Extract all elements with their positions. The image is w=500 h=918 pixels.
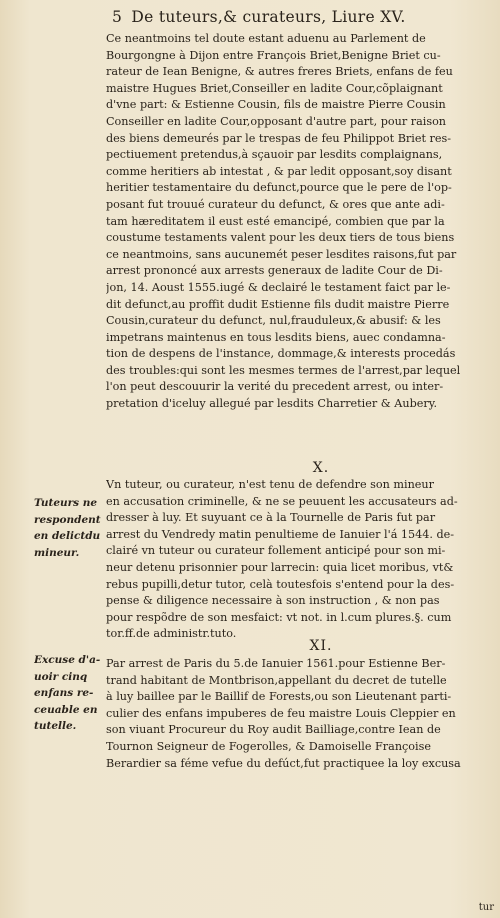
margin-note-line: Excuse d'a- xyxy=(34,654,101,666)
text-line: Conseiller en ladite Cour,opposant d'autre part, pour raison xyxy=(106,114,447,128)
running-title: De tuteurs,& curateurs, Liure XV. xyxy=(131,8,406,26)
text-line: pretation d'iceluy allegué par lesdits Charretier & Aubery. xyxy=(106,397,438,411)
paragraph-1 xyxy=(106,31,496,413)
margin-note-line: respondent xyxy=(34,513,101,526)
margin-note-line: en delictdu xyxy=(34,530,101,543)
text-line: l'on peut descouurir la verité du precedent arrest, ou inter- xyxy=(106,380,444,394)
text-line: Berardier sa féme vefue du defúct,fut practiquee la loy excusa xyxy=(106,756,461,770)
catchword: tur xyxy=(478,902,494,913)
text-line: coustume testaments valent pour les deux tiers de tous biens xyxy=(106,231,455,245)
text-line: d'vne part: & Estienne Cousin, fils de maistre Pierre Cousin xyxy=(106,98,446,112)
text-line: à luy baillee par le Baillif de Forests,ou son Lieutenant parti- xyxy=(106,690,452,704)
text-line: en accusation criminelle, & ne se peuuent les accusateurs ad- xyxy=(106,494,458,508)
margin-note-line: enfans re- xyxy=(34,687,94,700)
text-line: comme heritiers ab intestat , & par ledit opposant,soy disant xyxy=(106,164,452,178)
section-xi-text xyxy=(106,656,496,772)
margin-note-section-x xyxy=(34,495,102,561)
text-line: Ce neantmoins tel doute estant aduenu au Parlement de xyxy=(106,32,426,45)
text-line: des troubles:qui sont les mesmes termes de l'arrest,par lequel xyxy=(106,363,461,377)
text-line: Cousin,curateur du defunct, nul,frauduleux,& abusif: & les xyxy=(106,314,441,328)
running-header xyxy=(112,8,498,26)
text-line: jon, 14. Aoust 1555.iugé & declairé le testament faict par le- xyxy=(106,280,451,294)
text-line: des biens demeurés par le trespas de feu Philippot Briet res- xyxy=(106,131,451,145)
margin-note-line: mineur. xyxy=(34,546,80,559)
main-text xyxy=(106,31,496,770)
text-line: culier des enfans impuberes de feu maistre Louis Cleppier en xyxy=(106,706,456,720)
section-x-text xyxy=(106,477,496,643)
page-number: 5 xyxy=(112,8,123,26)
text-line: tam hæreditatem il eust esté emancipé, combien que par la xyxy=(106,214,445,228)
text-line: Bourgongne à Dijon entre François Briet,Benigne Briet cu- xyxy=(106,48,441,62)
text-line: maistre Hugues Briet,Conseiller en ladite Cour,cõplaignant xyxy=(106,81,443,95)
text-line: heritier testamentaire du defunct,pource que le pere de l'op- xyxy=(106,181,452,195)
text-line: son viuant Procureur du Roy audit Bailliage,contre Iean de xyxy=(106,723,441,737)
text-line: trand habitant de Montbrison,appellant du decret de tutelle xyxy=(106,673,447,687)
text-line: pectiuement pretendus,à sçauoir par lesdits complaignans, xyxy=(106,148,443,162)
text-line: arrest du Vendredy matin penultieme de Ianuier l'á 1544. de- xyxy=(106,527,455,541)
text-line: clairé vn tuteur ou curateur follement anticipé pour son mi- xyxy=(106,544,446,558)
text-line: posant fut trouué curateur du defunct, & ores que ante adi- xyxy=(106,197,445,211)
text-line: tion de despens de l'instance, dommage,& interests procedás xyxy=(106,347,456,361)
margin-note-line: ceuable en xyxy=(34,703,98,716)
text-line: pour respõdre de son mesfaict: vt not. in l.cum plures.§. cum xyxy=(106,610,452,624)
margin-note-line: uoir cinq xyxy=(34,670,88,683)
text-line: ce neantmoins, sans aucunemét peser lesdites raisons,fut par xyxy=(106,247,457,261)
section-xi-heading: XI. xyxy=(309,638,333,654)
text-line: Tournon Seigneur de Fogerolles, & Damoiselle Françoise xyxy=(106,739,431,753)
text-line: pense & diligence necessaire à son instruction , & non pas xyxy=(106,594,440,608)
text-line: arrest prononcé aux arrests generaux de ladite Cour de Di- xyxy=(106,264,443,278)
text-line: tor.ff.de administr.tuto. xyxy=(106,627,237,641)
margin-note-line: tutelle. xyxy=(34,720,77,733)
margin-note-section-xi xyxy=(34,652,102,735)
text-line: rateur de Iean Benigne, & autres freres Briets, enfans de feu xyxy=(106,65,453,79)
text-line: Par arrest de Paris du 5.de Ianuier 1561.pour Estienne Ber- xyxy=(106,657,446,670)
text-line: dit defunct,au proffit dudit Estienne fils dudit maistre Pierre xyxy=(106,297,450,311)
text-line: neur detenu prisonnier pour larrecin: quia licet moribus, vt& xyxy=(106,560,454,574)
margin-note-line: Tuteurs ne xyxy=(34,497,98,509)
text-line: rebus pupilli,detur tutor, celà toutesfois s'entend pour la des- xyxy=(106,577,455,591)
section-x-heading: X. xyxy=(312,460,330,476)
text-line: impetrans maintenus en tous lesdits biens, auec condamna- xyxy=(106,330,446,344)
text-line: dresser à luy. Et suyuant ce à la Tournelle de Paris fut par xyxy=(106,511,436,525)
text-line: Vn tuteur, ou curateur, n'est tenu de defendre son mineur xyxy=(106,478,434,491)
